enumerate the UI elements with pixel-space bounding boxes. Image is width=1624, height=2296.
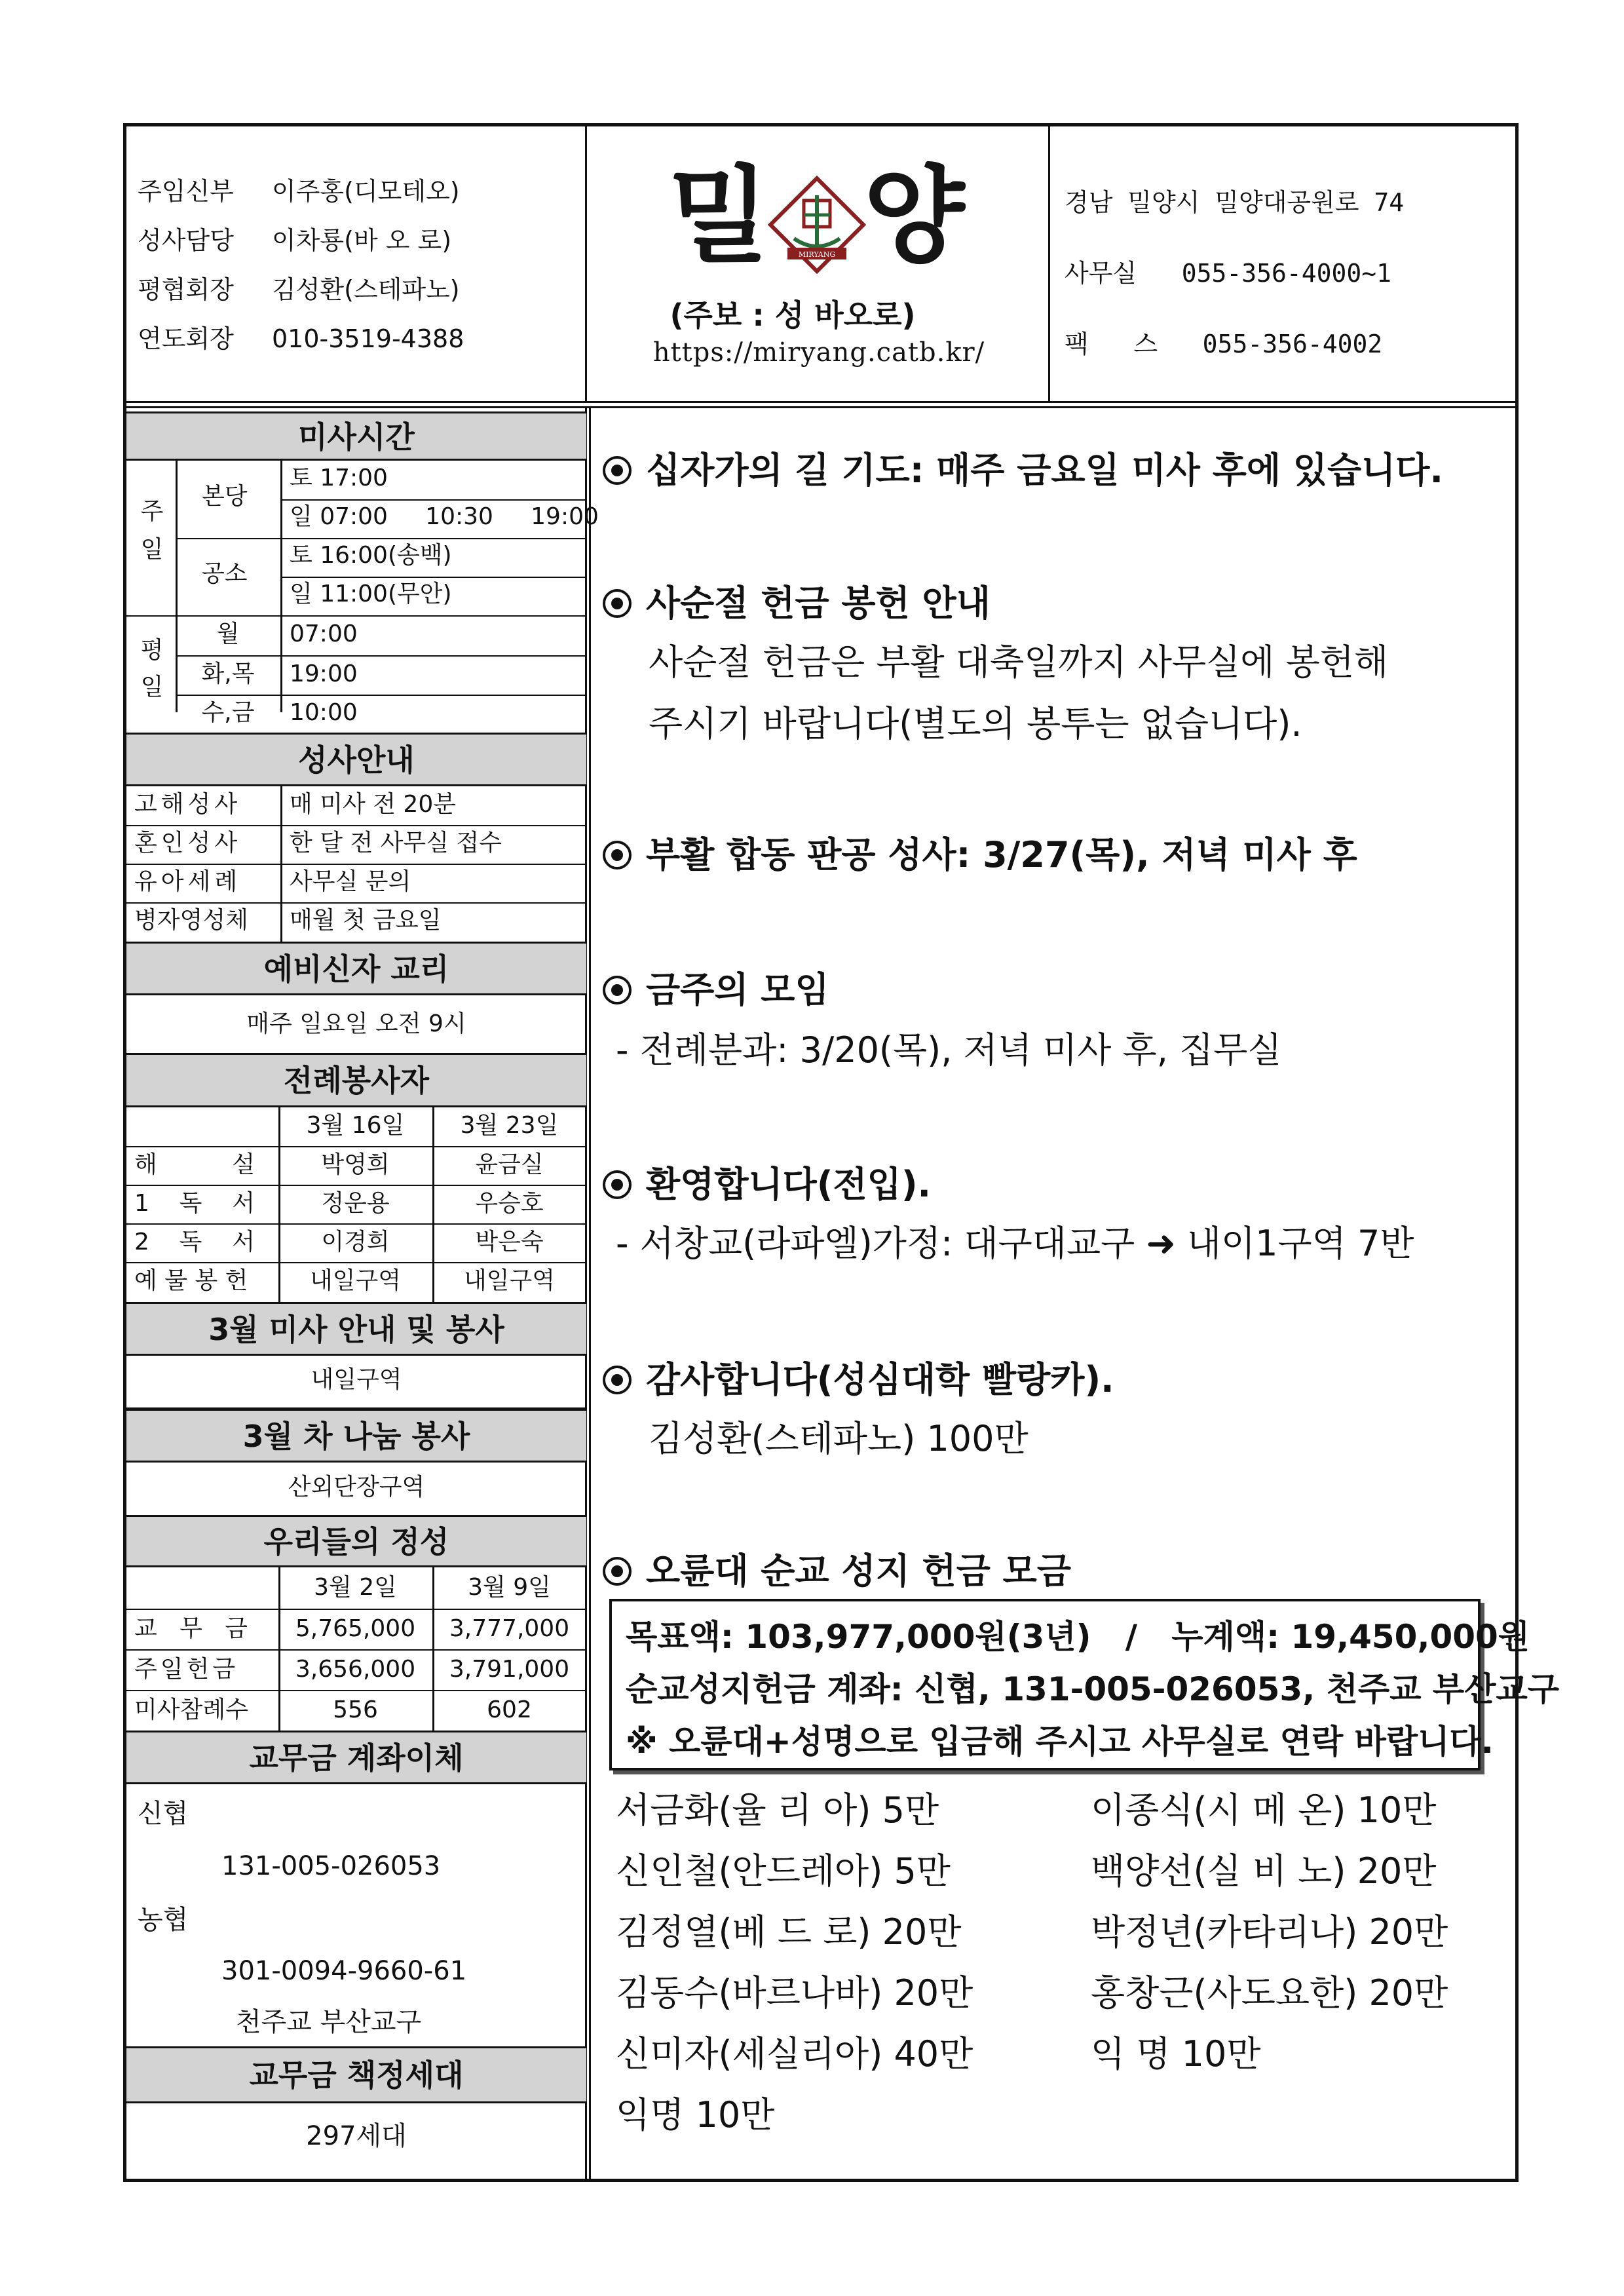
bullet-icon bbox=[603, 976, 632, 1004]
servers-date: 3월 23일 bbox=[460, 1112, 559, 1139]
staff-value: 김성환(스테파노) bbox=[272, 275, 460, 304]
sunday-label: 주일 bbox=[140, 498, 164, 563]
donor-entry: 이종식(시 메 온) 10만 bbox=[1091, 1789, 1437, 1831]
mass-time: 토 17:00 bbox=[290, 465, 388, 491]
logo-left-char: 밀 bbox=[668, 155, 770, 277]
account-holder: 천주교 부산교구 bbox=[236, 2007, 422, 2037]
header-staff bbox=[138, 167, 464, 364]
office-phone: 사무실 055-356-4000~1 bbox=[1065, 259, 1392, 288]
header-contact bbox=[1065, 167, 1404, 379]
server-name: 이경희 bbox=[321, 1229, 390, 1255]
sacrament-name: 병자영성체 bbox=[134, 907, 248, 934]
bullet-icon bbox=[603, 1557, 632, 1586]
notice-thanks bbox=[603, 1352, 1114, 1402]
offering-header: 우리들의 정성 bbox=[126, 1515, 586, 1567]
march-mass-district: 내일구역 bbox=[311, 1366, 402, 1393]
fund-target: 목표액: 103,977,000원(3년) / 누계액: 19,450,000원 bbox=[626, 1618, 1530, 1656]
offering-label: 주일헌금 bbox=[134, 1656, 239, 1683]
donor-entry: 익 명 10만 bbox=[1091, 2033, 1261, 2075]
weekday-time: 10:00 bbox=[290, 699, 358, 726]
bullet-icon bbox=[603, 456, 632, 485]
fund-instruction: ※ 오륜대+성명으로 입금해 주시고 사무실로 연락 바랍니다. bbox=[626, 1723, 1494, 1761]
bullet-icon bbox=[603, 841, 632, 870]
account-number: 131-005-026053 bbox=[221, 1851, 441, 1881]
donor-entry: 신미자(세실리아) 40만 bbox=[616, 2033, 973, 2075]
weekday-label: 평일 bbox=[140, 637, 164, 700]
notice-text: 십자가의 길 기도: 매주 금요일 미사 후에 있습니다. bbox=[646, 450, 1443, 491]
notice-confession bbox=[603, 827, 1357, 877]
donor-entry: 백양선(실 비 노) 20만 bbox=[1091, 1850, 1437, 1892]
mass-times-header: 미사시간 bbox=[126, 411, 586, 461]
server-name: 정운용 bbox=[321, 1190, 390, 1217]
account-number: 301-0094-9660-61 bbox=[221, 1956, 467, 1986]
notice-text: 부활 합동 판공 성사: 3/27(목), 저녁 미사 후 bbox=[646, 834, 1357, 875]
weekday-day: 월 bbox=[216, 621, 240, 647]
logo-right-char: 양 bbox=[863, 155, 965, 277]
transfer-header: 교무금 계좌이체 bbox=[126, 1731, 586, 1784]
church-logo-icon bbox=[768, 176, 866, 274]
server-name: 윤금실 bbox=[475, 1151, 544, 1178]
notice-title: 감사합니다(성심대학 빨랑카). bbox=[646, 1359, 1114, 1400]
donor-entry: 서금화(율 리 아) 5만 bbox=[616, 1789, 939, 1831]
donor-entry: 홍창근(사도요한) 20만 bbox=[1091, 1972, 1448, 2014]
staff-label: 연도회장 bbox=[138, 324, 234, 353]
offering-value: 5,765,000 bbox=[295, 1615, 416, 1642]
households-header: 교무금 책정세대 bbox=[126, 2046, 586, 2103]
offering-value: 3,656,000 bbox=[295, 1656, 416, 1683]
donor-entry: 김동수(바르나바) 20만 bbox=[616, 1972, 973, 2014]
donor-entry: 신인철(안드레아) 5만 bbox=[616, 1850, 951, 1892]
sacrament-info: 매월 첫 금요일 bbox=[290, 907, 442, 934]
offering-value: 602 bbox=[487, 1696, 532, 1723]
server-role: 해 설 bbox=[134, 1151, 255, 1178]
notice-title: 금주의 모임 bbox=[646, 969, 829, 1010]
column-divider bbox=[585, 406, 587, 2181]
main-church-label: 본당 bbox=[202, 483, 248, 510]
server-role: 예 물 봉 헌 bbox=[134, 1267, 248, 1294]
notice-line: 사순절 헌금은 부활 대축일까지 사무실에 봉헌해 bbox=[649, 641, 1389, 683]
offering-value: 3,777,000 bbox=[449, 1615, 570, 1642]
notice-welcome bbox=[603, 1157, 931, 1207]
notice-title: 환영합니다(전입). bbox=[646, 1164, 932, 1205]
household-count: 297세대 bbox=[306, 2121, 407, 2151]
server-name: 박영희 bbox=[321, 1151, 390, 1178]
address: 경남 밀양시 밀양대공원로 74 bbox=[1065, 188, 1405, 217]
servers-header: 전례봉사자 bbox=[126, 1053, 586, 1107]
header-divider-2 bbox=[1048, 124, 1050, 403]
tea-service-district: 산외단장구역 bbox=[288, 1474, 425, 1501]
notice-shrine-fund bbox=[603, 1543, 1071, 1594]
march-mass-header: 3월 미사 안내 및 봉사 bbox=[126, 1302, 586, 1356]
column-divider-2 bbox=[589, 406, 591, 2181]
notice-meetings bbox=[603, 962, 829, 1012]
notice-line: - 서창교(라파엘)가정: 대구대교구 ➜ 내이1구역 7반 bbox=[616, 1223, 1414, 1264]
server-name: 박은숙 bbox=[475, 1229, 544, 1255]
sacrament-name: 고해성사 bbox=[134, 791, 242, 818]
bullet-icon bbox=[603, 1170, 632, 1199]
staff-label: 평협회장 bbox=[138, 275, 234, 304]
offering-value: 3,791,000 bbox=[449, 1656, 570, 1683]
sacrament-info: 매 미사 전 20분 bbox=[290, 791, 457, 818]
bulletin-subtitle: (주보 : 성 바오로) bbox=[670, 297, 916, 333]
notice-stations-of-cross bbox=[603, 442, 1443, 493]
server-name: 우승호 bbox=[475, 1190, 544, 1217]
staff-label: 성사담당 bbox=[138, 226, 234, 255]
donor-entry: 김정열(베 드 로) 20만 bbox=[616, 1911, 962, 1953]
mass-time: 일 11:00(무안) bbox=[290, 581, 452, 607]
server-name: 내일구역 bbox=[309, 1267, 402, 1294]
servers-date: 3월 16일 bbox=[306, 1112, 405, 1139]
notice-line: - 전례분과: 3/20(목), 저녁 미사 후, 집무실 bbox=[616, 1029, 1282, 1071]
bullet-icon bbox=[603, 589, 632, 618]
staff-label: 주임신부 bbox=[138, 177, 234, 206]
weekday-day: 수,금 bbox=[201, 699, 255, 726]
bullet-icon bbox=[603, 1366, 632, 1394]
tea-service-header: 3월 차 나눔 봉사 bbox=[126, 1409, 586, 1463]
server-name: 내일구역 bbox=[463, 1267, 556, 1294]
sacrament-name: 유아세례 bbox=[134, 868, 242, 895]
parish-url[interactable]: https://miryang.catb.kr/ bbox=[652, 337, 985, 368]
sacrament-info: 사무실 문의 bbox=[290, 868, 411, 895]
catechumen-time: 매주 일요일 오전 9시 bbox=[246, 1010, 466, 1037]
offering-label: 미사참례수 bbox=[134, 1696, 248, 1723]
notice-line: 주시기 바랍니다(별도의 봉투는 없습니다). bbox=[649, 703, 1302, 744]
offering-label: 교 무 금 bbox=[134, 1615, 248, 1642]
offering-value: 556 bbox=[333, 1696, 378, 1723]
donor-entry: 박정년(카타리나) 20만 bbox=[1091, 1911, 1448, 1953]
catechumen-header: 예비신자 교리 bbox=[126, 942, 586, 995]
notice-title: 오륜대 순교 성지 헌금 모금 bbox=[646, 1550, 1072, 1592]
mass-time: 일 07:00 10:30 19:00 bbox=[290, 503, 599, 530]
notice-title: 사순절 헌금 봉헌 안내 bbox=[646, 583, 991, 624]
notice-line: 김성환(스테파노) 100만 bbox=[649, 1418, 1029, 1459]
notice-lent-offering bbox=[603, 575, 991, 626]
staff-value: 010-3519-4388 bbox=[272, 324, 464, 353]
sacrament-name: 혼인성사 bbox=[134, 830, 242, 856]
donor-entry: 익명 10만 bbox=[616, 2094, 775, 2135]
bank-name: 신협 bbox=[138, 1799, 189, 1829]
server-role: 1 독 서 bbox=[134, 1190, 255, 1217]
weekday-day: 화,목 bbox=[201, 660, 255, 687]
sacrament-header: 성사안내 bbox=[126, 733, 586, 786]
offering-date: 3월 9일 bbox=[468, 1574, 551, 1601]
header-divider-1 bbox=[585, 124, 587, 403]
offering-date: 3월 2일 bbox=[314, 1574, 397, 1601]
server-role: 2 독 서 bbox=[134, 1229, 255, 1255]
mass-time: 토 16:00(송백) bbox=[290, 542, 452, 569]
fax-number: 팩 스 055-356-4002 bbox=[1065, 330, 1383, 358]
header-bottom-line bbox=[124, 401, 1517, 403]
weekday-time: 07:00 bbox=[290, 621, 358, 647]
logo-caption: MIRYANG bbox=[798, 250, 836, 259]
header-bottom-line-2 bbox=[124, 406, 1517, 408]
fund-account: 순교성지헌금 계좌: 신협, 131-005-026053, 천주교 부산교구 bbox=[626, 1670, 1560, 1708]
staff-value: 이차룡(바 오 로) bbox=[272, 226, 452, 255]
sacrament-info: 한 달 전 사무실 접수 bbox=[290, 830, 502, 856]
bank-name: 농협 bbox=[138, 1905, 189, 1935]
mission-station-label: 공소 bbox=[202, 560, 248, 587]
staff-value: 이주홍(디모테오) bbox=[272, 177, 460, 206]
weekday-time: 19:00 bbox=[290, 660, 358, 687]
